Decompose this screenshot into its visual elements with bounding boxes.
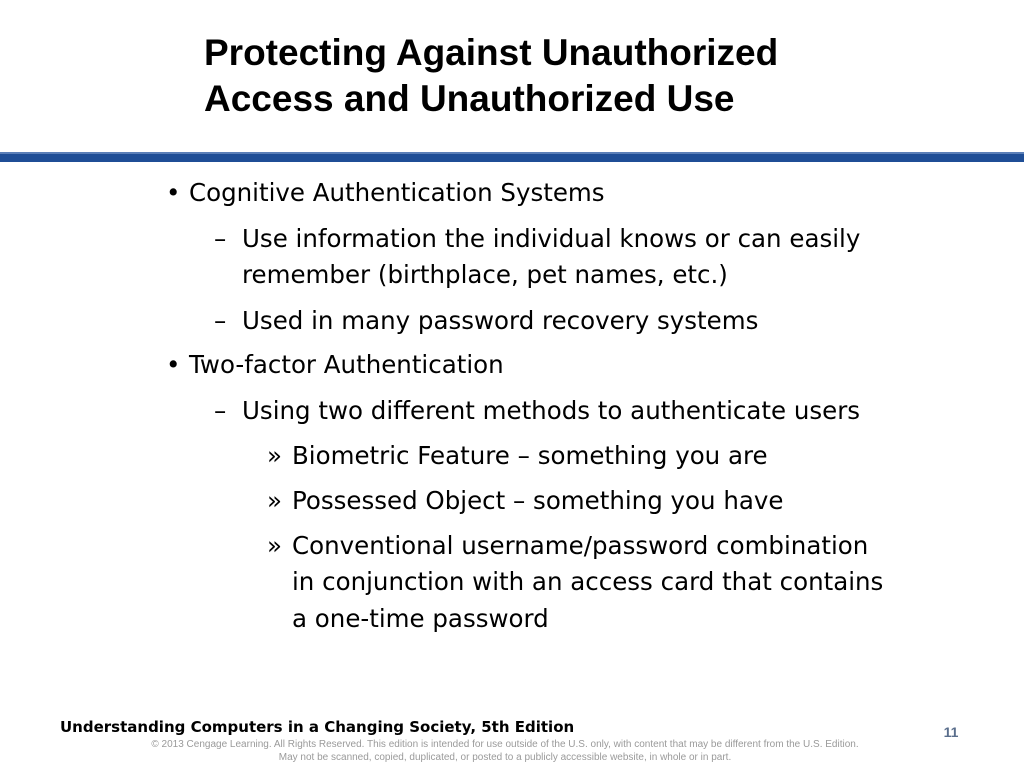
footer-book-title: Understanding Computers in a Changing Society, 5th Edition (60, 718, 575, 736)
sub-sub-bullet-conventional-line-3: a one-time password (292, 604, 549, 633)
page-number: 11 (943, 724, 959, 740)
copyright-notice (0, 738, 1010, 764)
bullet-marker: • (166, 350, 181, 379)
sub-bullet-use-information-line-2: remember (birthplace, pet names, etc.) (242, 260, 728, 289)
sub-sub-bullet-possessed-object: Possessed Object – something you have (292, 486, 784, 515)
slide-title-line-2: Access and Unauthorized Use (204, 78, 735, 119)
sub-bullet-password-recovery: Used in many password recovery systems (242, 306, 759, 335)
sub-bullet-marker: – (214, 396, 227, 425)
bullet-marker: • (166, 178, 181, 207)
slide-title-line-1: Protecting Against Unauthorized (204, 32, 779, 73)
sub-sub-bullet-marker: » (267, 531, 282, 560)
sub-sub-bullet-marker: » (267, 441, 282, 470)
sub-sub-bullet-conventional-line-1: Conventional username/password combination (292, 531, 869, 560)
copyright-line-2: May not be scanned, copied, duplicated, or posted to a publicly accessible website, in whole or in part. (278, 752, 732, 763)
sub-sub-bullet-marker: » (267, 486, 282, 515)
sub-bullet-marker: – (214, 306, 227, 335)
sub-bullet-marker: – (214, 224, 227, 253)
sub-sub-bullet-conventional-line-2: in conjunction with an access card that contains (292, 567, 884, 596)
bullet-cognitive-authentication: Cognitive Authentication Systems (189, 178, 605, 207)
sub-bullet-two-methods: Using two different methods to authenticate users (242, 396, 861, 425)
copyright-line-1: © 2013 Cengage Learning. All Rights Reserved. This edition is intended for use outside of the U.S. only, with content that may be different from the U.S. Edition. (151, 739, 859, 750)
bullet-two-factor-authentication: Two-factor Authentication (189, 350, 504, 379)
sub-bullet-use-information-line-1: Use information the individual knows or can easily (242, 224, 861, 253)
sub-sub-bullet-biometric: Biometric Feature – something you are (292, 441, 768, 470)
